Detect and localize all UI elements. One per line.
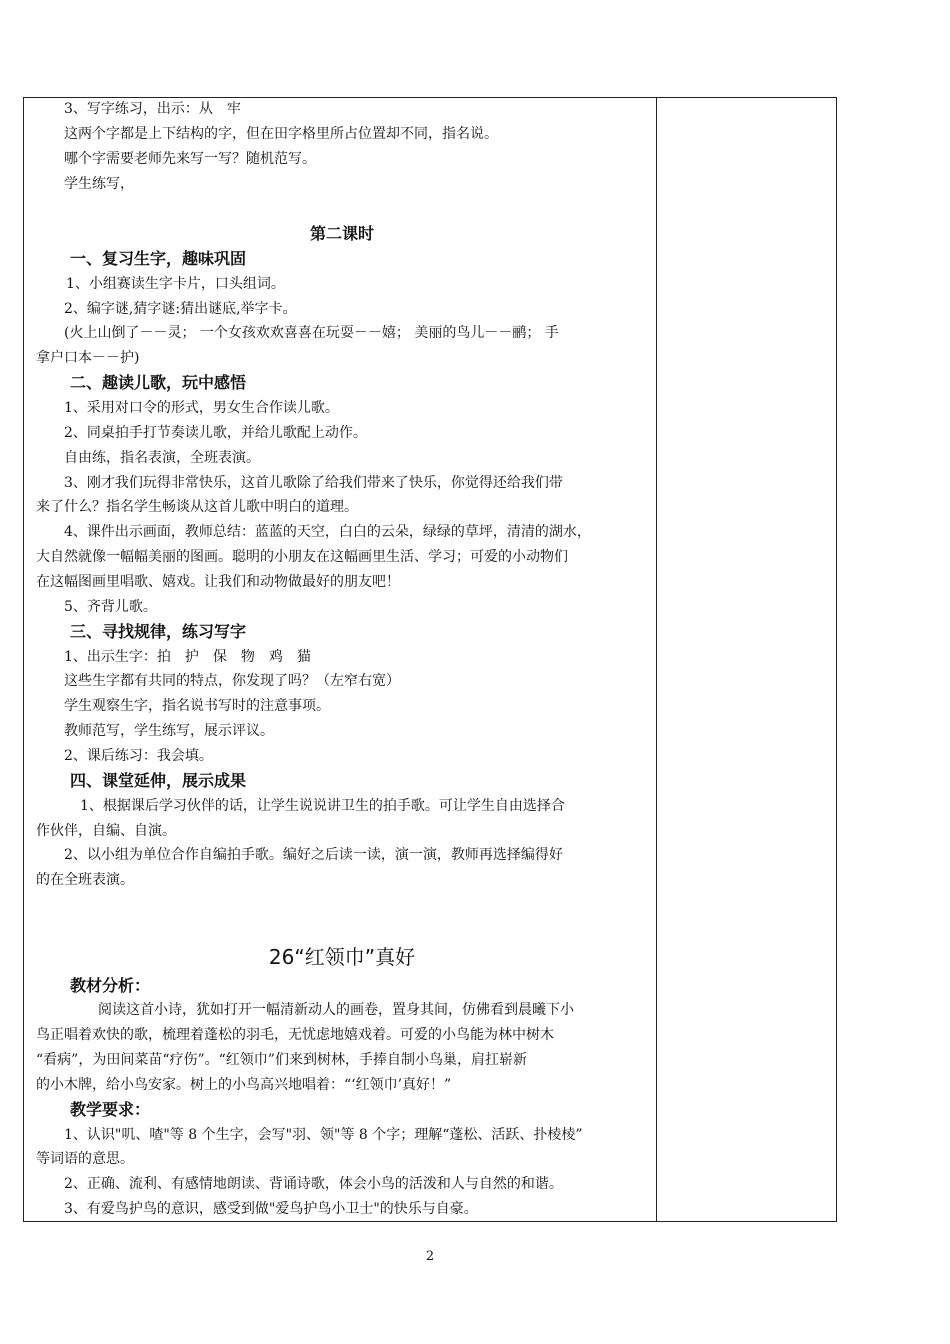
text-line: 哪个字需要老师先来写一写？随机范写。 xyxy=(64,151,316,167)
text-line: 拿户口本－－护) xyxy=(36,350,140,366)
text-line: 2、编字谜,猜字谜:猜出谜底,举字卡。 xyxy=(64,301,297,317)
text-line: 学生观察生字，指名说书写时的注意事项。 xyxy=(64,698,330,714)
text-line: 1、出示生字：拍 护 保 物 鸡 猫 xyxy=(64,649,311,665)
text-line: 这两个字都是上下结构的字，但在田字格里所占位置却不同，指名说。 xyxy=(64,126,498,142)
section-heading: 第二课时 xyxy=(309,224,374,243)
text-line: 2、以小组为单位合作自编拍手歌。编好之后读一读，演一演，教师再选择编得好 xyxy=(64,847,563,863)
text-line: 1、根据课后学习伙伴的话，让学生说说讲卫生的拍手歌。可让学生自由选择合 xyxy=(80,798,565,814)
text-line: 1、认识"叽、喳"等 8 个生字，会写"羽、领"等 8 个字；理解“蓬松、活跃、扑棱棱” xyxy=(64,1127,583,1143)
text-line: 来了什么？指名学生畅谈从这首儿歌中明白的道理。 xyxy=(36,499,358,515)
text-line: 3、刚才我们玩得非常快乐，这首儿歌除了给我们带来了快乐，你觉得还给我们带 xyxy=(64,475,563,491)
text-line: 2、正确、流利、有感情地朗读、背诵诗歌，体会小鸟的活泼和人与自然的和谐。 xyxy=(64,1176,563,1192)
text-line: 3、写字练习，出示：从 牢 xyxy=(64,101,241,117)
section-heading: 一、复习生字，趣味巩固 xyxy=(70,249,247,268)
text-line: 等词语的意思。 xyxy=(36,1151,134,1167)
text-line: 3、有爱鸟护鸟的意识，感受到做"爱鸟护鸟小卫士"的快乐与自豪。 xyxy=(64,1201,478,1217)
text-line: 阅读这首小诗，犹如打开一幅清新动人的画卷，置身其间，仿佛看到晨曦下小 xyxy=(98,1002,574,1018)
section-heading: 二、趣读儿歌，玩中感悟 xyxy=(70,373,247,392)
text-line: 自由练，指名表演，全班表演。 xyxy=(64,450,260,466)
text-line: 5、齐背儿歌。 xyxy=(64,599,157,615)
lesson-title: 26“红领巾”真好 xyxy=(268,945,416,969)
text-line: 教师范写，学生练写，展示评议。 xyxy=(64,723,274,739)
text-line: 2、同桌拍手打节奏读儿歌，并给儿歌配上动作。 xyxy=(64,425,367,441)
section-heading: 教材分析： xyxy=(70,976,151,995)
text-line: 的小木牌，给小鸟安家。树上的小鸟高兴地唱着：“‘红领巾’真好！” xyxy=(36,1077,452,1093)
section-heading: 四、课堂延伸，展示成果 xyxy=(70,771,247,790)
text-line: (火上山倒了－－灵； 一个女孩欢欢喜喜在玩耍－－嬉； 美丽的鸟儿－－鹂； 手 xyxy=(64,325,559,341)
section-heading: 三、寻找规律，练习写字 xyxy=(70,622,247,641)
text-line: 在这幅图画里唱歌、嬉戏。让我们和动物做最好的朋友吧！ xyxy=(36,574,400,590)
column-divider xyxy=(656,98,657,1221)
text-line: 作伙伴，自编、自演。 xyxy=(36,823,176,839)
text-line: 的在全班表演。 xyxy=(36,872,134,888)
text-line: 4、课件出示画面，教师总结：蓝蓝的天空，白白的云朵，绿绿的草坪，清清的湖水， xyxy=(64,524,591,540)
text-line: 这些生字都有共同的特点，你发现了吗？（左窄右宽） xyxy=(64,673,400,689)
page-number: 2 xyxy=(425,1249,435,1264)
section-heading: 教学要求： xyxy=(70,1100,151,1119)
text-line: 1、小组赛读生字卡片，口头组词。 xyxy=(66,276,285,292)
text-line: 2、课后练习：我会填。 xyxy=(64,748,213,764)
text-line: 1、采用对口令的形式，男女生合作读儿歌。 xyxy=(64,400,339,416)
text-line: 鸟正唱着欢快的歌，梳理着蓬松的羽毛，无忧虑地嬉戏着。可爱的小鸟能为林中树木 xyxy=(36,1027,554,1043)
text-line: “看病”，为田间菜苗“疗伤”。“红领巾”们来到树林，手捧自制小鸟巢，肩扛崭新 xyxy=(36,1052,527,1068)
text-line: 学生练写， xyxy=(64,176,134,192)
text-line: 大自然就像一幅幅美丽的图画。聪明的小朋友在这幅画里生活、学习；可爱的小动物们 xyxy=(36,549,568,565)
